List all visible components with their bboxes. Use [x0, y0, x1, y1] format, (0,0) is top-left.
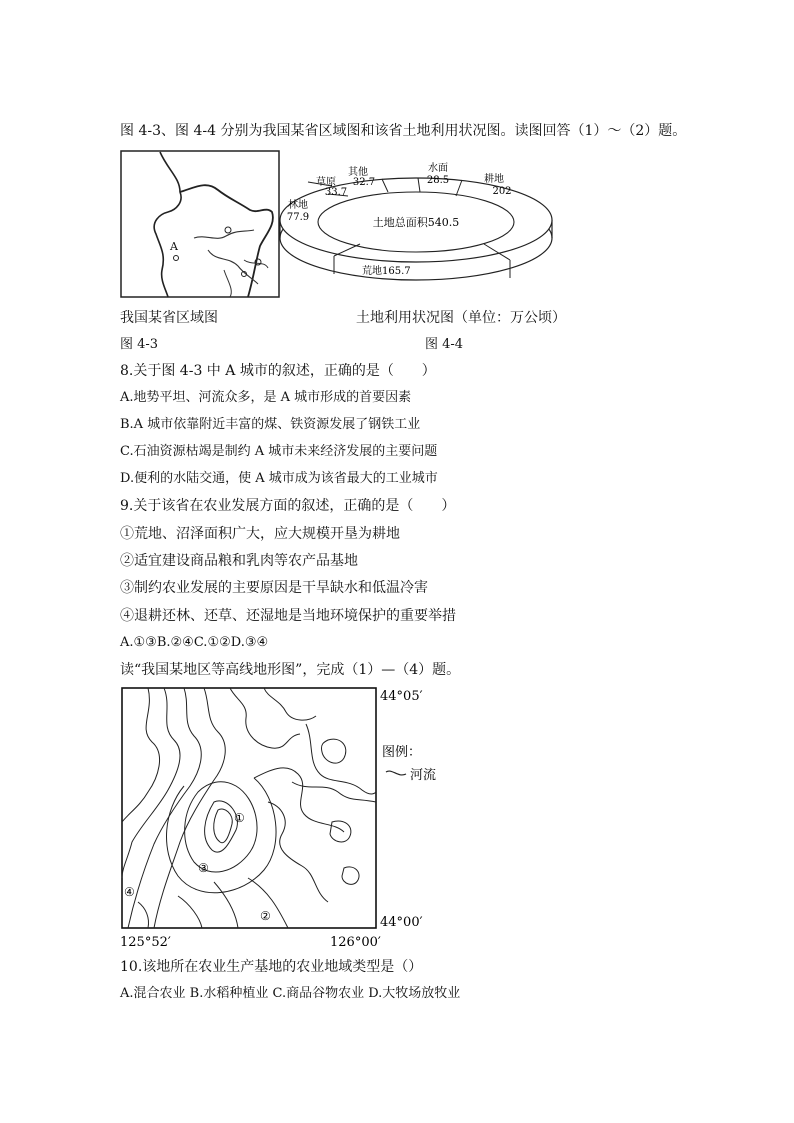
q8-option-b: B.A 城市依靠附近丰富的煤、铁资源发展了钢铁工业 — [120, 417, 421, 432]
segment-value-forest: 77.9 — [286, 212, 310, 223]
q8-option-d: D.便利的水陆交通，使 A 城市成为该省最大的工业城市 — [120, 471, 438, 486]
city-a-label: A — [170, 240, 178, 253]
segment-name-farmland: 耕地 — [484, 174, 504, 185]
segment-name-wasteland: 荒地 — [362, 266, 382, 277]
q8-option-a: A.地势平坦、河流众多，是 A 城市形成的首要因素 — [120, 390, 412, 405]
q9-item-4: ④退耕还林、还草、还湿地是当地环境保护的重要举措 — [120, 608, 456, 624]
segment-name-other: 其他 — [348, 167, 368, 178]
segment-value-wasteland: 165.7 — [382, 266, 411, 277]
segment-value-water: 28.5 — [426, 175, 450, 186]
lat-top: 44°05′ — [380, 689, 423, 704]
marker-3: ③ — [198, 861, 209, 875]
figure-4-4-chart — [278, 158, 556, 282]
contour-map — [118, 682, 458, 952]
lon-right: 126°00′ — [330, 935, 381, 950]
marker-1: ① — [234, 811, 245, 825]
q10-options: A.混合农业 B.水稻种植业 C.商品谷物农业 D.大牧场放牧业 — [120, 986, 461, 1001]
segment-value-farmland: 202 — [492, 186, 512, 197]
fig43-number: 图 4-3 — [120, 337, 159, 352]
center-label: 土地总面积540.5 — [372, 216, 460, 229]
q10-stem: 10.该地所在农业生产基地的农业地域类型是（） — [120, 959, 423, 975]
legend-title: 图例： — [382, 745, 422, 760]
fig44-number: 图 4-4 — [425, 337, 464, 352]
segment-name-forest: 林地 — [288, 200, 308, 211]
segment-value-other: 32.7 — [352, 177, 376, 188]
q9-item-2: ②适宜建设商品粮和乳肉等农产品基地 — [120, 553, 358, 569]
figure-4-3-map — [120, 150, 280, 298]
lat-bottom: 44°00′ — [380, 915, 423, 930]
legend-river-label: 河流 — [410, 768, 437, 783]
segment-name-water: 水面 — [428, 163, 448, 174]
fig44-caption: 土地利用状况图（单位：万公顷） — [356, 310, 566, 326]
q9-item-3: ③制约农业发展的主要原因是干旱缺水和低温冷害 — [120, 580, 428, 596]
segment-value-grassland: 33.7 — [324, 187, 348, 198]
q9-stem: 9.关于该省在农业发展方面的叙述，正确的是（ ） — [120, 498, 456, 514]
legend-river-symbol — [386, 771, 406, 775]
intro-text: 图 4-3、图 4-4 分别为我国某省区域图和该省土地利用状况图。读图回答（1）～（2）题。 — [120, 123, 687, 139]
q9-options: A.①③B.②④C.①②D.③④ — [120, 635, 269, 650]
q8-option-c: C.石油资源枯竭是制约 A 城市未来经济发展的主要问题 — [120, 444, 438, 459]
contour-intro: 读“我国某地区等高线地形图”，完成（1）—（4）题。 — [120, 662, 461, 678]
marker-4: ④ — [124, 885, 135, 899]
marker-2: ② — [260, 909, 271, 923]
q8-stem: 8.关于图 4-3 中 A 城市的叙述，正确的是（ ） — [120, 363, 436, 379]
fig43-caption: 我国某省区域图 — [120, 310, 218, 326]
q9-item-1: ①荒地、沼泽面积广大，应大规模开垦为耕地 — [120, 526, 400, 542]
segment-name-grassland: 草原 — [316, 177, 336, 188]
lon-left: 125°52′ — [120, 935, 171, 950]
